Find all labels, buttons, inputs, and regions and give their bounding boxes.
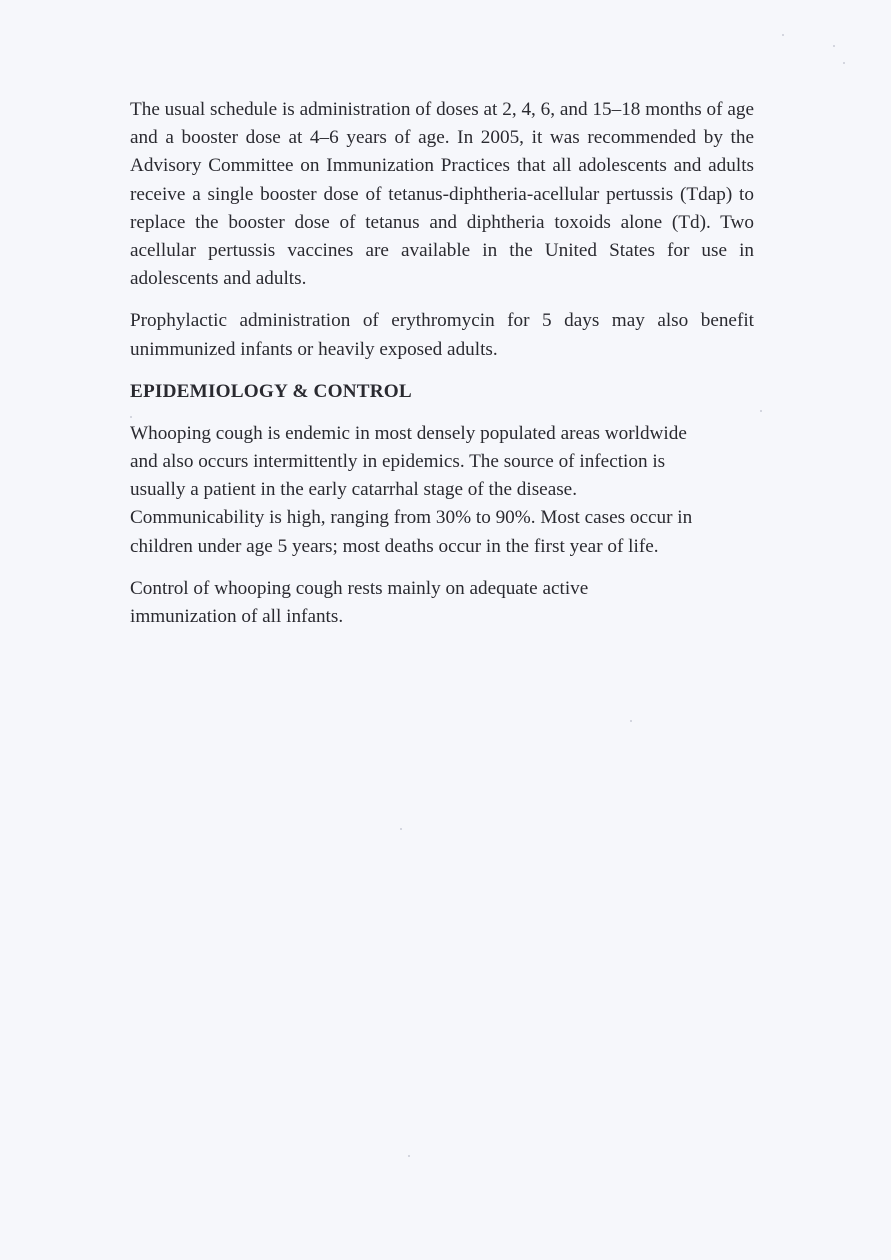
- scan-speck: [400, 828, 402, 830]
- paragraph-control: [130, 575, 754, 631]
- paragraph-line: Whooping cough is endemic in most densely populated areas worldwide: [130, 422, 687, 444]
- scan-speck: [782, 34, 784, 36]
- paragraph-line: children under age 5 years; most deaths occur in the first year of life.: [130, 535, 659, 557]
- scan-speck: [760, 410, 762, 412]
- paragraph-vaccination-schedule: The usual schedule is administration of doses at 2, 4, 6, and 15–18 months of age and a booster dose at 4–6 years of age. In 2005, it was recommended by the Advisory Committee on Immunization Practices that all adolescents and adults receive a single booster dose of tetanus-diphtheria-acellular pertussis (Tdap) to replace the booster dose of tetanus and diphtheria toxoids alone (Td). Two acellular pertussis vaccines are available in the United States for use in adolescents and adults.: [130, 99, 754, 290]
- scan-speck: [843, 62, 845, 64]
- paragraph-line: immunization of all infants.: [130, 606, 344, 628]
- section-heading: EPIDEMIOLOGY & CONTROL: [130, 380, 412, 402]
- scan-speck: [130, 416, 132, 418]
- scan-speck: [408, 1155, 410, 1157]
- paragraph-line: Control of whooping cough rests mainly on adequate active: [130, 577, 589, 599]
- paragraph-prophylaxis: Prophylactic administration of erythromycin for 5 days may also benefit unimmunized infants or heavily exposed adults.: [130, 310, 754, 360]
- paragraph-line: and also occurs intermittently in epidemics. The source of infection is: [130, 451, 666, 473]
- scan-speck: [833, 45, 835, 47]
- paragraph-line: usually a patient in the early catarrhal stage of the disease.: [130, 479, 577, 501]
- paragraph-line: Communicability is high, ranging from 30% to 90%. Most cases occur in: [130, 507, 693, 529]
- scan-speck: [630, 720, 632, 722]
- document-body: [130, 96, 754, 645]
- paragraph-epidemiology: [130, 420, 754, 561]
